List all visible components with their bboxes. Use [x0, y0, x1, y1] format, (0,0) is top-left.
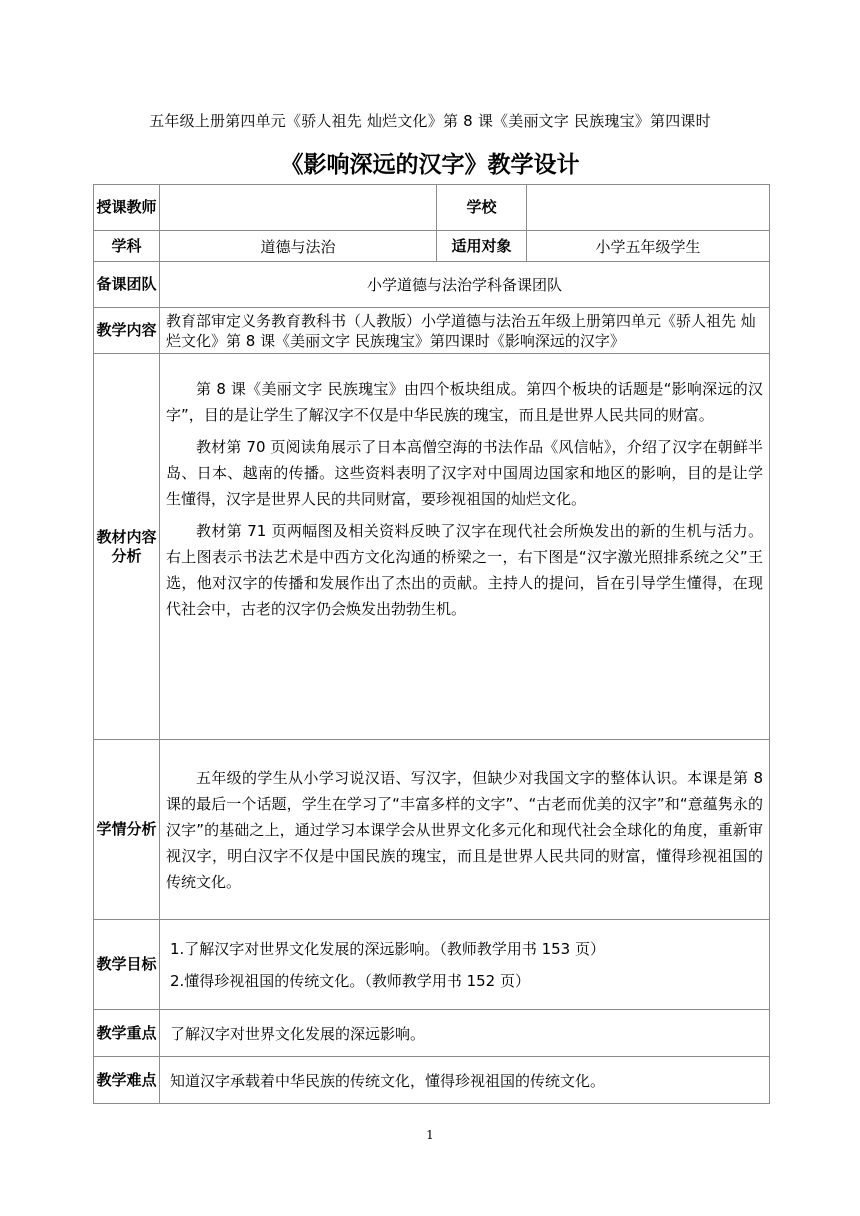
teacher-row [94, 185, 770, 231]
content-label: 教学内容 [94, 308, 160, 354]
textbook-paragraph: 教材第 71 页两幅图及相关资料反映了汉字在现代社会所焕发出的新的生机与活力。右上图表示书法艺术是中西方文化沟通的桥梁之一，右下图是“汉字激光照排系统之父”王选，他对汉字的传播和发展作出了杰出的贡献。主持人的提问，旨在引导学生懂得，在现代社会中，古老的汉字仍会焕发出勃勃生机。 [166, 522, 763, 618]
team-value: 小学道德与法治学科备课团队 [160, 262, 770, 308]
audience-label: 适用对象 [437, 231, 527, 262]
team-row [94, 262, 770, 308]
audience-value: 小学五年级学生 [527, 231, 770, 262]
content-row [94, 308, 770, 354]
teacher-value [160, 185, 437, 231]
textbook-analysis-label: 教材内容分析 [94, 354, 160, 740]
goal-item: 2.懂得珍视祖国的传统文化。（教师教学用书 152 页） [170, 971, 530, 990]
document-title: 《影响深远的汉字》教学设计 [280, 152, 580, 178]
student-analysis-row [94, 740, 770, 920]
textbook-paragraph: 教材第 70 页阅读角展示了日本高僧空海的书法作品《风信帖》，介绍了汉字在朝鲜半岛、日本、越南的传播。这些资料表明了汉字对中国周边国家和地区的影响，目的是让学生懂得，汉字是世界人民的共同财富，要珍视祖国的灿烂文化。 [166, 438, 763, 508]
team-label: 备课团队 [94, 262, 160, 308]
goal-item: 1.了解汉字对世界文化发展的深远影响。（教师教学用书 153 页） [170, 939, 605, 958]
goals-cell [160, 920, 770, 1010]
key-point-row [94, 1010, 770, 1057]
page-number: 1 [426, 1128, 434, 1142]
school-label: 学校 [437, 185, 527, 231]
subject-row [94, 231, 770, 262]
textbook-paragraph: 第 8 课《美丽文字 民族瑰宝》由四个板块组成。第四个板块的话题是“影响深远的汉字”，目的是让学生了解汉字不仅是中华民族的瑰宝，而且是世界人民共同的财富。 [166, 380, 763, 424]
content-value: 教育部审定义务教育教科书（人教版）小学道德与法治五年级上册第四单元《骄人祖先 灿烂文化》第 8 课《美丽文字 民族瑰宝》第四课时《影响深远的汉字》 [160, 308, 770, 354]
textbook-analysis-cell [160, 354, 770, 740]
subject-value: 道德与法治 [160, 231, 437, 262]
difficulty-label: 教学难点 [94, 1057, 160, 1104]
subject-label: 学科 [94, 231, 160, 262]
goals-label: 教学目标 [94, 920, 160, 1010]
textbook-analysis-row [94, 354, 770, 740]
student-analysis-label: 学情分析 [94, 740, 160, 920]
key-point-value: 了解汉字对世界文化发展的深远影响。 [160, 1010, 770, 1057]
goals-row [94, 920, 770, 1010]
student-analysis-cell [160, 740, 770, 920]
student-paragraph: 五年级的学生从小学习说汉语、写汉字，但缺少对我国文字的整体认识。本课是第 8 课的最后一个话题，学生在学习了“丰富多样的文字”、“古老而优美的汉字”和“意蕴隽永的汉字”的基础之上，通过学习本课学会从世界文化多元化和现代社会全球化的角度，重新审视汉字，明白汉字不仅是中国民族的瑰宝，而且是世界人民共同的财富，懂得珍视祖国的传统文化。 [166, 768, 763, 891]
lesson-subtitle: 五年级上册第四单元《骄人祖先 灿烂文化》第 8 课《美丽文字 民族瑰宝》第四课时 [149, 112, 711, 130]
key-point-label: 教学重点 [94, 1010, 160, 1057]
school-value [527, 185, 770, 231]
difficulty-value: 知道汉字承载着中华民族的传统文化，懂得珍视祖国的传统文化。 [160, 1057, 770, 1104]
teacher-label: 授课教师 [94, 185, 160, 231]
difficulty-row [94, 1057, 770, 1104]
lesson-plan-table [93, 184, 770, 1104]
